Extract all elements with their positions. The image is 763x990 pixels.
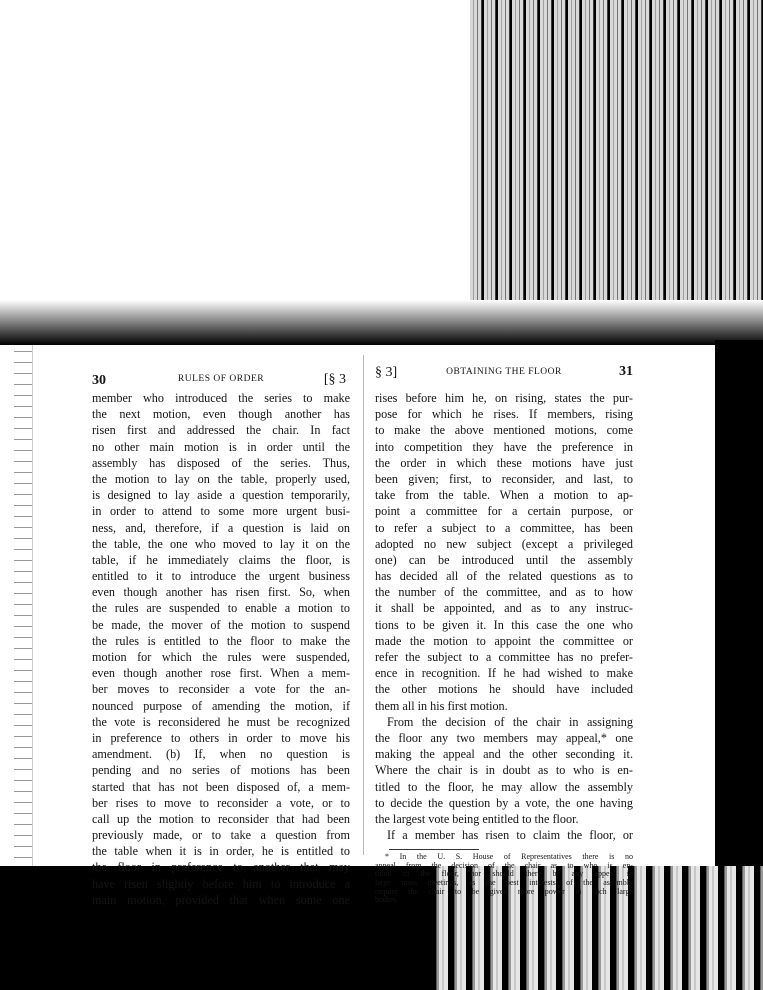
text-line: the other motions he should have included xyxy=(375,682,633,697)
footnote-line: appeal from the decision of the chair as to who is en- xyxy=(375,860,633,870)
text-line: the rules is entitled to the floor to make the xyxy=(92,633,350,648)
text-line: adopted no new subject (except a privileged xyxy=(375,536,633,551)
text-line: has decided all of the related questions as to xyxy=(375,569,633,584)
text-line: call up the motion to reconsider that had been xyxy=(92,811,350,826)
book-page-edges xyxy=(14,345,33,866)
section-mark: § 3] xyxy=(375,365,398,380)
text-line: it shall be appointed, and as to any instruc- xyxy=(375,601,633,616)
text-line: refer the subject to a committee has no prefer- xyxy=(375,650,633,664)
text-line: amendment. (b) If, when no question is xyxy=(92,747,350,762)
text-line: rises before him he, on rising, states the pur- xyxy=(375,391,633,405)
text-line: the vote is reconsidered he must be recognized xyxy=(92,714,350,729)
text-line: If a member has risen to claim the floor, or xyxy=(387,828,633,843)
text-line: ence in recognition. If he had wished to make xyxy=(375,666,633,681)
running-head xyxy=(92,370,350,390)
text-line: even though another has risen first. So, when xyxy=(92,585,350,600)
text-line: one) can be introduced until the assembly xyxy=(375,552,633,567)
text-line: the table, the one who moved to lay it on the xyxy=(92,536,350,551)
text-line: From the decision of the chair in assigning xyxy=(387,714,633,729)
text-line: the rules are suspended to enable a motion to xyxy=(92,601,350,616)
text-line: main motion, provided that when some one xyxy=(92,892,350,907)
text-line: making the appeal and the other seconding it. xyxy=(375,747,633,762)
text-line: pose for which he rises. If members, rising xyxy=(375,407,633,422)
running-title: OBTAINING THE FLOOR xyxy=(446,367,562,377)
text-line: the next motion, even though another has xyxy=(92,407,350,422)
text-line: pending and no series of motions has been xyxy=(92,763,350,778)
text-line: to refer a subject to a committee, has been xyxy=(375,520,633,535)
text-line: been given; first, to reconsider, and last, to xyxy=(375,471,633,486)
text-line: the table when it is in order, he is entitled to xyxy=(92,844,350,859)
book-gutter xyxy=(363,355,364,855)
text-line: in order to attend to some more urgent busi- xyxy=(92,504,350,519)
section-mark: [§ 3 xyxy=(323,372,346,387)
page-number: 31 xyxy=(619,364,633,379)
text-line: previously made, or to take a question from xyxy=(92,828,350,843)
text-line: to decide the question by a vote, the one having xyxy=(375,795,633,810)
footnote-rule xyxy=(389,849,479,850)
text-line: made the motion to appoint the committee or xyxy=(375,633,633,648)
text-line: ber moves to reconsider a vote for the an- xyxy=(92,682,350,697)
text-line: risen first and addressed the chair. In fact xyxy=(92,423,350,438)
footnote-line: require the chair to be given more power in such large xyxy=(375,886,633,896)
text-line: entitled to it to introduce the urgent business xyxy=(92,569,350,584)
text-line: ness, and, therefore, if a question is laid on xyxy=(92,520,350,535)
text-line: nounced purpose of amending the motion, if xyxy=(92,698,350,713)
text-line: started that has not been disposed of, a mem- xyxy=(92,779,350,794)
text-line: ber rises to move to reconsider a vote, or to xyxy=(92,795,350,810)
text-line: is designed to lay aside a question temporarily, xyxy=(92,488,350,503)
text-line: the largest vote being entitled to the floor. xyxy=(375,811,579,826)
text-line: to make the above mentioned motions, come xyxy=(375,423,633,438)
body-text xyxy=(92,390,350,908)
text-line: tions to be given it. In this case the one who xyxy=(375,617,633,632)
text-line: the floor any two members may appeal,* one xyxy=(375,730,633,745)
scan-fade xyxy=(0,300,763,345)
text-line: the number of the committee, and as to how xyxy=(375,585,633,600)
text-line: them all in his first motion. xyxy=(375,698,508,713)
page-number: 30 xyxy=(92,373,106,388)
text-line: into competition they have the preference in xyxy=(375,439,633,454)
scan-background-right xyxy=(715,340,763,866)
right-page xyxy=(375,364,633,905)
left-page xyxy=(92,370,350,908)
text-line: no other main motion is in order until the xyxy=(92,439,350,454)
footnote-line: bodies. xyxy=(375,895,398,905)
running-head xyxy=(375,364,633,390)
body-text xyxy=(375,390,633,843)
text-line: the floor in preference to another that may xyxy=(92,860,350,875)
scan-streak-top xyxy=(470,0,763,330)
text-line: motion for which the rules were suspended, xyxy=(92,650,350,664)
text-line: have risen slightly before him to introduce a xyxy=(92,876,350,891)
text-line: assembly has disposed of the series. Thus, xyxy=(92,455,350,470)
footnote xyxy=(375,853,633,905)
text-line: even though another rose first. When a mem- xyxy=(92,666,350,681)
text-line: titled to the floor, he may allow the assembly xyxy=(375,779,633,794)
text-line: be made, the mover of the motion to suspend xyxy=(92,617,350,632)
text-line: member who introduced the series to make xyxy=(92,391,350,405)
footnote-line: titled to the floor, nor should there be any appeal in xyxy=(375,869,633,879)
running-title: RULES OF ORDER xyxy=(177,374,265,384)
text-line: the motion to lay on the table, properly used, xyxy=(92,471,350,486)
text-line: the order in which these motions have just xyxy=(375,455,633,470)
text-line: point a committee for a certain purpose, or xyxy=(375,504,633,519)
text-line: take from the table. When a motion to ap- xyxy=(375,488,633,503)
text-line: table, if he immediately claims the floor, is xyxy=(92,552,350,567)
scan-background-white xyxy=(0,0,470,300)
footnote-line: large mass meetings, as the best interests of the assembly xyxy=(375,878,633,888)
text-line: in preference to others in order to move his xyxy=(92,730,350,745)
text-line: Where the chair is in doubt as to who is en- xyxy=(375,763,633,778)
footnote-line: * In the U. S. House of Representatives there is no xyxy=(385,852,633,862)
